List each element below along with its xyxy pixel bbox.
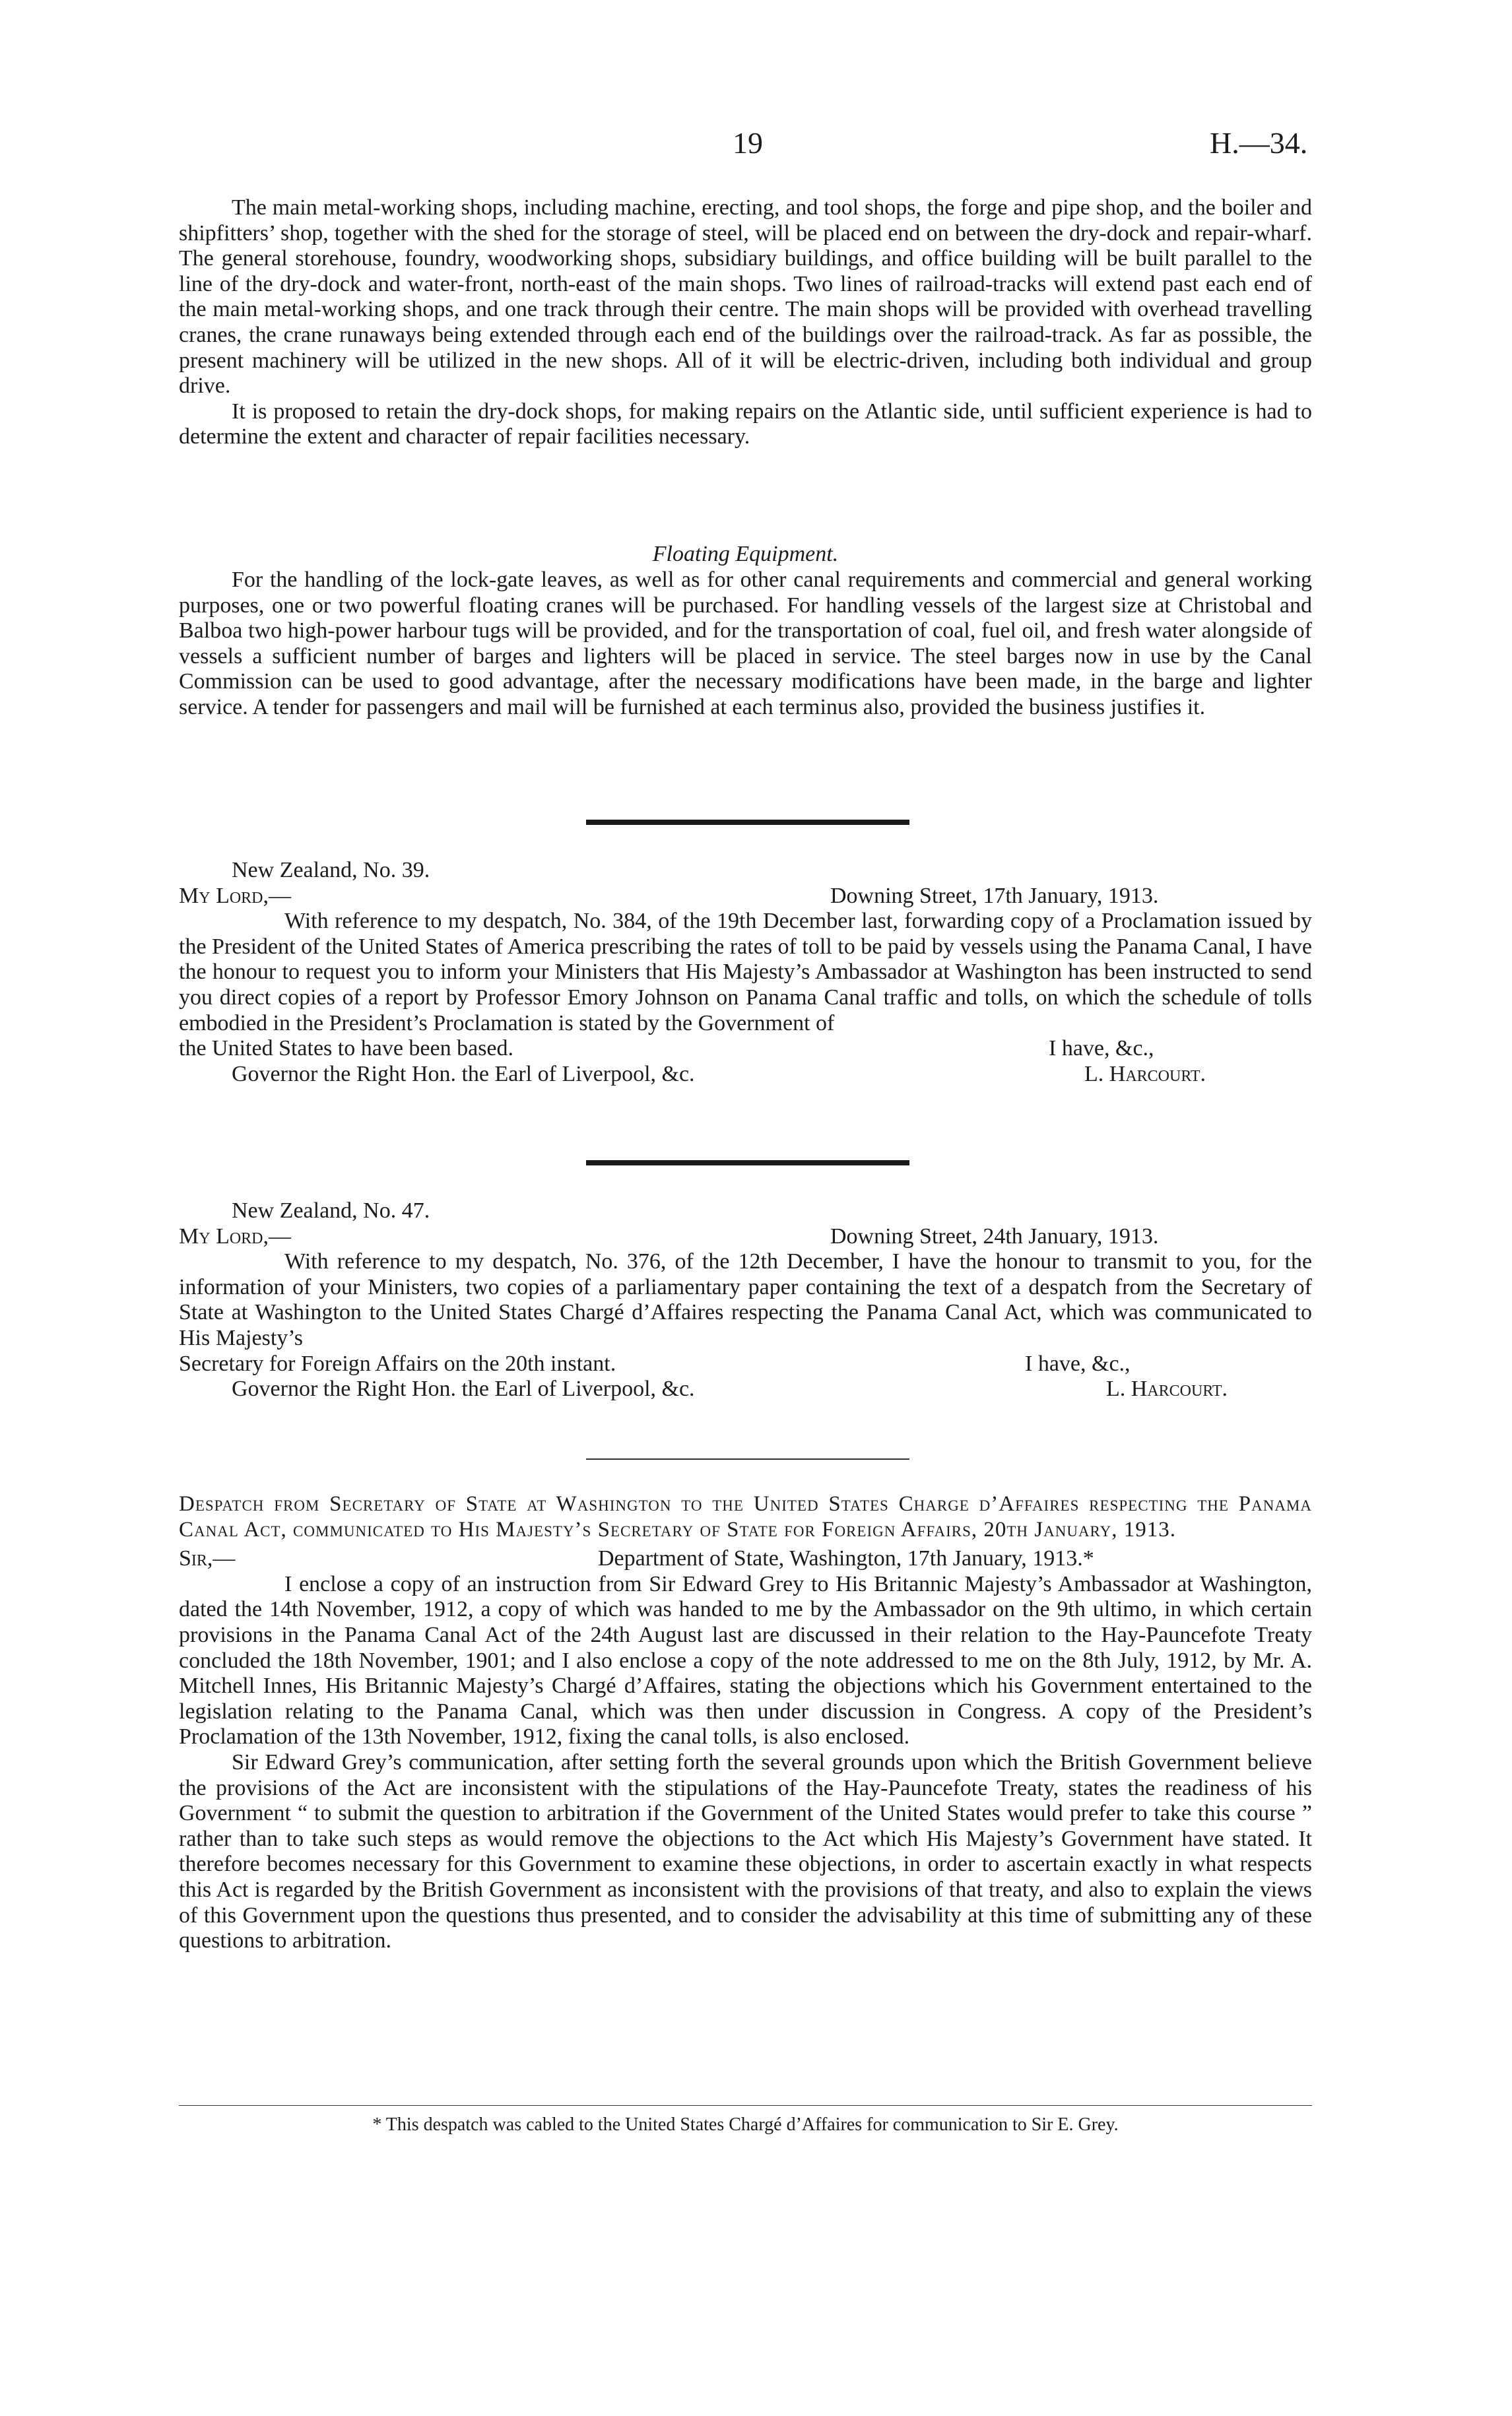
address-date: Department of State, Washington, 17th January, 1913.* <box>598 1546 1094 1571</box>
section-heading: Floating Equipment. <box>652 542 839 566</box>
salutation: My Lord,— <box>179 883 292 908</box>
paragraph-floating-equipment: For the handling of the lock-gate leaves, as well as for other canal requirements and commercial and general working purposes, one or two powerful floating cranes will be purchased. For handling vessels of the largest size at Christobal and Balboa two high-power harbour tugs will be provided, and for the transportation of coal, fuel oil, and fresh water alongside of vessels a sufficient number of barges and lighters will be placed in service. The steel barges now in use by the Canal Commission can be used to good advantage, after the necessary modifications have been made, in the barge and lighter service. A tender for passengers and mail will be furnished at each terminus also, provided the business justifies it. <box>179 568 1312 719</box>
paragraph-dry-dock-shops: It is proposed to retain the dry-dock shops, for making repairs on the Atlantic side, until sufficient experience is had to determine the extent and character of repair facilities necessary. <box>179 399 1312 449</box>
letter-no-39 <box>179 858 1312 1087</box>
workshops-section <box>179 195 1312 450</box>
signature: L. Harcourt. <box>1084 1061 1206 1086</box>
addressee: Governor the Right Hon. the Earl of Liverpool, &c. <box>232 1377 695 1402</box>
despatch-paragraph-1: I enclose a copy of an instruction from Sir Edward Grey to His Britannic Majesty’s Ambassador at Washington, dated the 14th November, 1912, a copy of which was handed to me by the Ambassador on the 9th ultimo, in which certain provisions in the Panama Canal Act of the 24th August last are discussed in their relation to the Hay-Pauncefote Treaty concluded the 18th November, 1901; and I also enclose a copy of the note addressed to me on the 8th July, 1912, by Mr. A. Mitchell Innes, His Britannic Majesty’s Chargé d’Affaires, stating the objections which his Government entertained to the legislation relating to the Panama Canal, which was then under discussion in Congress. A copy of the President’s Proclamation of the 13th November, 1912, fixing the canal tolls, is also enclosed. <box>179 1571 1312 1749</box>
floating-equipment-section <box>179 541 1312 721</box>
divider <box>586 820 909 825</box>
letter-number: New Zealand, No. 47. <box>232 1198 430 1223</box>
address-date: Downing Street, 24th January, 1913. <box>830 1224 1159 1249</box>
footnote-rule <box>179 2105 1312 2106</box>
despatch-paragraph-2: Sir Edward Grey’s communication, after setting forth the several grounds upon which the British Government believe the provisions of the Act are inconsistent with the stipulations of the Hay-Pauncefote Treaty, states the readiness of his Government “ to submit the question to arbitration if the Government of the United States would prefer to take this course ” rather than to take such steps as would remove the objections to the Act which His Majesty’s Government have stated. It therefore becomes necessary for this Government to examine these objections, in order to ascertain exactly in what respects this Act is regarded by the British Government as inconsistent with the provisions of that treaty, and also to explain the views of this Government upon the questions thus presented, and to consider the advisability at this time of submitting any of these questions to arbitration. <box>179 1749 1312 1953</box>
closing: I have, &c., <box>1049 1036 1154 1061</box>
addressee: Governor the Right Hon. the Earl of Liverpool, &c. <box>232 1061 695 1086</box>
address-date: Downing Street, 17th January, 1913. <box>830 883 1159 908</box>
salutation: My Lord,— <box>179 1224 292 1249</box>
document-reference: H.—34. <box>1210 126 1308 160</box>
letter-body: With reference to my despatch, No. 384, of the 19th December last, forwarding copy of a Proclamation issued by the President of the United States of America prescribing the rates of toll to be paid by vessels using the Panama Canal, I have the honour to request you to inform your Ministers that His Majesty’s Ambassador at Washington has been instructed to send you direct copies of a report by Professor Emory Johnson on Panama Canal traffic and tolls, on which the schedule of tolls embodied in the President’s Proclamation is stated by the Government of <box>179 909 1312 1035</box>
page-number: 19 <box>733 126 763 160</box>
despatch-section <box>179 1491 1312 1954</box>
paragraph-main-shops: The main metal-working shops, including machine, erecting, and tool shops, the forge and pipe shop, and the boiler and shipfitters’ shop, together with the shed for the storage of steel, will be placed end on between the dry-dock and repair-wharf. The general storehouse, foundry, woodworking shops, subsidiary buildings, and office building will be built parallel to the line of the dry-dock and water-front, north-east of the main shops. Two lines of railroad-tracks will extend past each end of the main metal-working shops, and one track through their centre. The main shops will be provided with overhead travelling cranes, the crane runaways being extended through each end of the buildings over the railroad-track. As far as possible, the present machinery will be utilized in the new shops. All of it will be electric-driven, including both individual and group drive. <box>179 195 1312 399</box>
divider <box>586 1160 909 1165</box>
footnote-area <box>179 2114 1312 2136</box>
footnote: * This despatch was cabled to the United States Chargé d’Affaires for communication to Sir E. Grey. <box>372 2114 1119 2135</box>
salutation: Sir,— <box>179 1546 236 1571</box>
letter-body: With reference to my despatch, No. 376, of the 12th December, I have the honour to transmit to you, for the information of your Ministers, two copies of a parliamentary paper containing the text of a despatch from the Secretary of State at Washington to the United States Chargé d’Affaires respecting the Panama Canal Act, which was communicated to His Majesty’s <box>179 1249 1312 1350</box>
letter-number: New Zealand, No. 39. <box>232 858 430 882</box>
signature: L. Harcourt. <box>1106 1377 1228 1402</box>
letter-body-end: the United States to have been based. <box>179 1036 514 1061</box>
divider <box>586 1458 909 1460</box>
letter-body-end: Secretary for Foreign Affairs on the 20th instant. <box>179 1351 616 1376</box>
letter-no-47 <box>179 1198 1312 1402</box>
closing: I have, &c., <box>1025 1351 1131 1376</box>
despatch-caption: Despatch from Secretary of State at Washington to the United States Charge d’Affaires respecting the Panama Canal Act, communicated to His Majesty’s Secretary of State for Foreign Affairs, 20th January, 1913. <box>179 1492 1312 1542</box>
